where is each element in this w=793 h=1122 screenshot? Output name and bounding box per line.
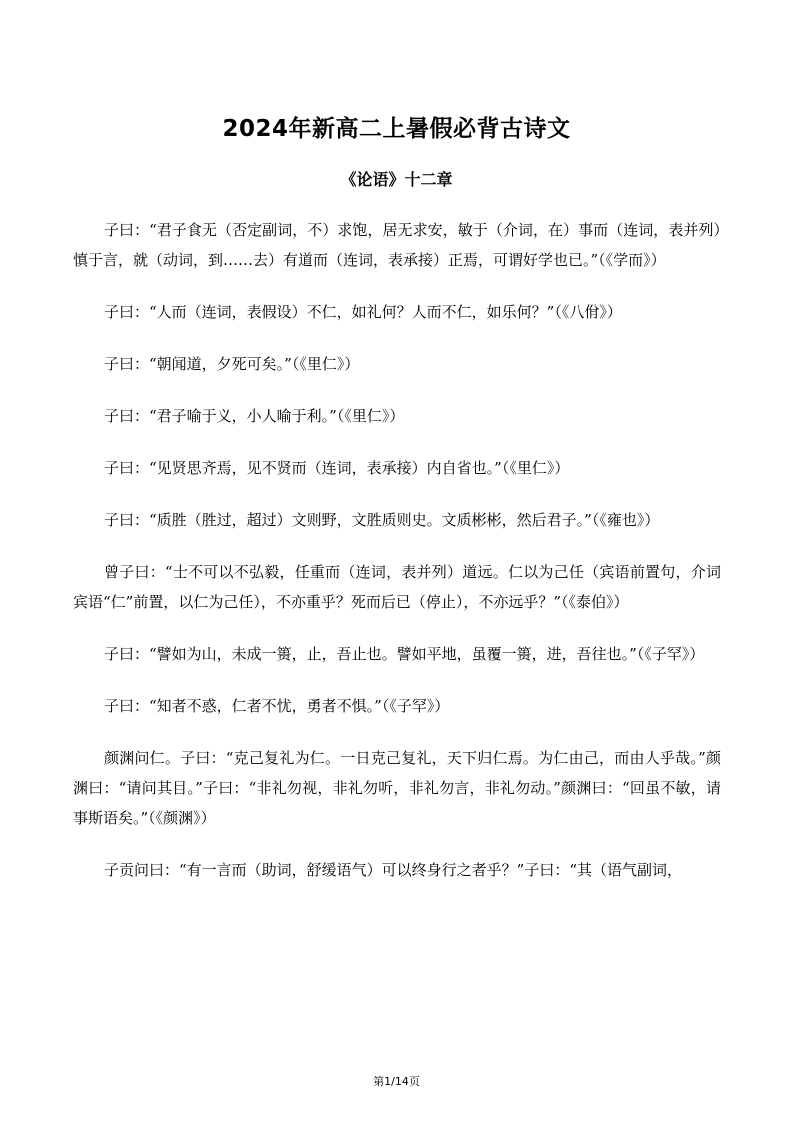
page-title: 2024年新高二上暑假必背古诗文 <box>222 116 571 142</box>
paragraph: 曾子曰：“士不可以不弘毅，任重而（连词，表并列）道远。仁以为己任（宾语前置句，介词宾语“仁”前置，以仁为己任），不亦重乎？死而后已（停止），不亦远乎？”（《泰伯》） <box>73 563 721 611</box>
paragraph: 颜渊问仁。子曰：“克己复礼为仁。一日克己复礼，天下归仁焉。为仁由己，而由人乎哉。”颜渊曰：“请问其目。”子曰：“非礼勿视，非礼勿听，非礼勿言，非礼勿动。”颜渊曰：“回虽不敏，请事斯语矣。”（《颜渊》） <box>73 749 721 827</box>
paragraph: 子曰：“君子食无（否定副词，不）求饱，居无求安，敏于（介词，在）事而（连词，表并列）慎于言，就（动词，到……去）有道而（连词，表承接）正焉，可谓好学也已。”（《学而》） <box>73 221 721 269</box>
body-text <box>73 215 721 907</box>
paragraph: 子曰：“质胜（胜过，超过）文则野，文胜质则史。文质彬彬，然后君子。”（《雍也》） <box>104 511 660 529</box>
paragraph: 子曰：“君子喻于义，小人喻于利。”（《里仁》） <box>104 407 405 425</box>
page-number: 第1/14页 <box>373 1075 420 1088</box>
paragraph: 子曰：“见贤思齐焉，见不贤而（连词，表承接）内自省也。”（《里仁》） <box>104 459 570 477</box>
paragraph: 子曰：“人而（连词，表假设）不仁，如礼何？人而不仁，如乐何？”（《八佾》） <box>104 303 622 321</box>
section-title: 《论语》十二章 <box>340 170 453 189</box>
paragraph: 子曰：“知者不惑，仁者不忧，勇者不惧。”（《子罕》） <box>104 697 450 715</box>
paragraph: 子曰：“朝闻道，夕死可矣。”（《里仁》） <box>104 355 360 373</box>
paragraph: 子曰：“譬如为山，未成一篑，止，吾止也。譬如平地，虽覆一篑，进，吾往也。”（《子罕》） <box>104 645 705 663</box>
paragraph: 子贡问曰：“有一言而（助词，舒缓语气）可以终身行之者乎？”子曰：“其（语气副词， <box>104 861 683 879</box>
